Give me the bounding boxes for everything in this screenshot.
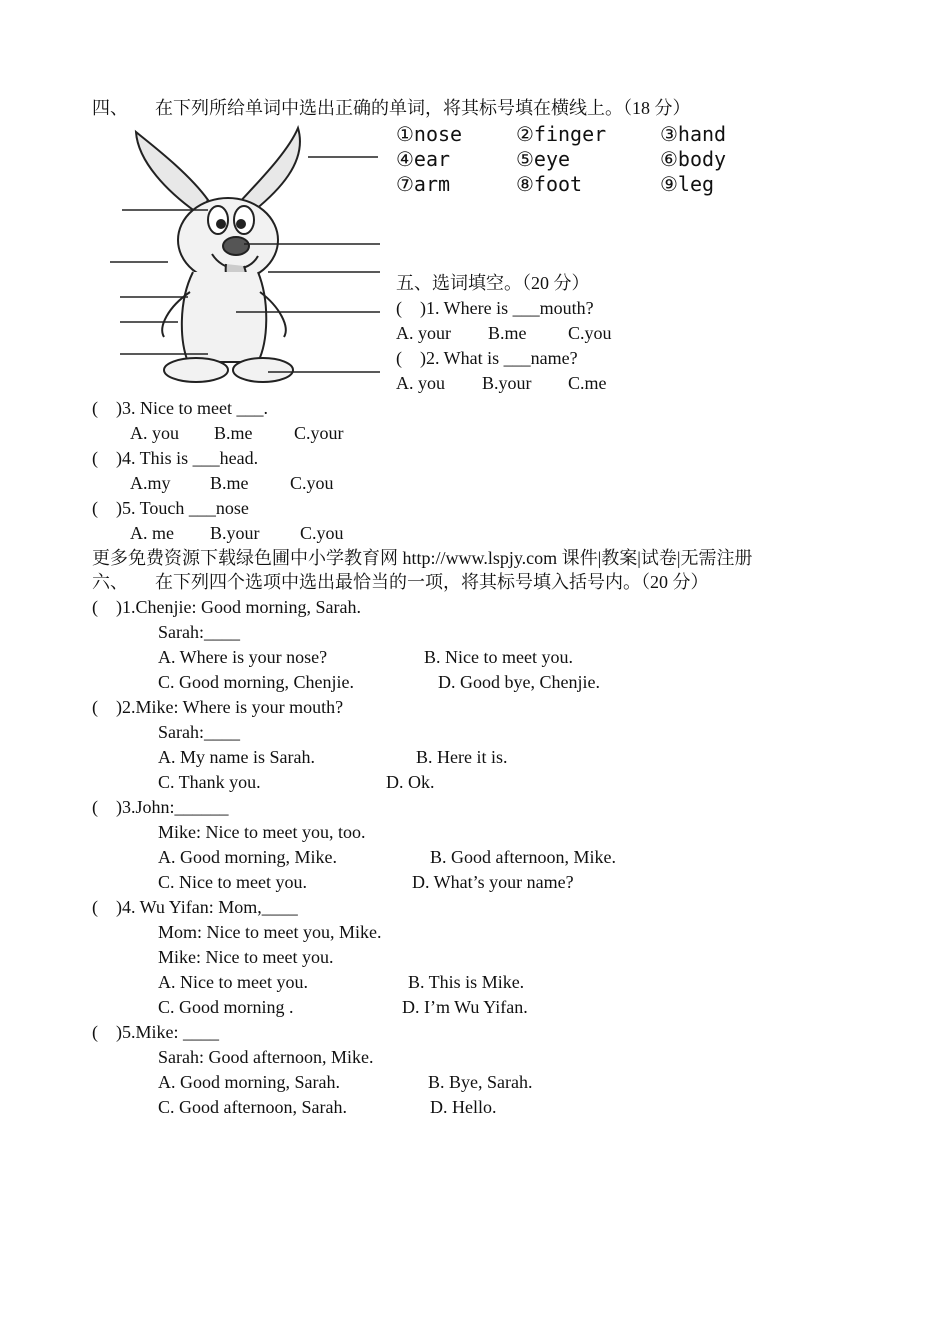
dialogue-line: Mom: Nice to meet you, Mike. [158,922,382,942]
option-a: A. you [130,423,179,443]
option-c: C. Good afternoon, Sarah. [158,1097,347,1117]
option-b: B.your [210,523,260,543]
option-a: A. My name is Sarah. [158,747,315,767]
word-option: ⑧foot [516,172,583,196]
option-a: A. Nice to meet you. [158,972,308,992]
rabbit-illustration [108,122,386,388]
word-option: ①nose [396,122,463,146]
option-d: D. Good bye, Chenjie. [438,672,600,692]
option-b: B. This is Mike. [408,972,525,992]
option-a: A.my [130,473,171,493]
option-b: B.your [482,373,532,393]
ad-line: 更多免费资源下载绿色圃中小学教育网 http://www.lspjy.com 课件|教案|试卷|无需注册 [92,548,753,568]
dialogue-line: Sarah: Good afternoon, Mike. [158,1047,374,1067]
section4-heading: 四、 在下列所给单词中选出正确的单词，将其标号填在横线上。（18 分） [92,98,691,118]
option-c: C.you [568,323,612,343]
dialogue-line: Sarah:____ [158,622,240,642]
question-stem: ( )1. Where is ___mouth? [396,298,594,318]
word-option: ④ear [396,147,451,171]
word-option: ②finger [516,122,607,146]
option-c: C.your [294,423,344,443]
question-stem: ( )5. Touch ___nose [92,498,249,518]
word-option: ③hand [660,122,727,146]
option-a: A. Where is your nose? [158,647,328,667]
option-b: B. Nice to meet you. [424,647,573,667]
question-stem: ( )5.Mike: ____ [92,1022,219,1042]
question-stem: ( )4. This is ___head. [92,448,259,468]
option-c: C.you [300,523,344,543]
option-b: B.me [210,473,249,493]
option-b: B.me [488,323,527,343]
option-b: B.me [214,423,253,443]
option-a: A. your [396,323,451,343]
word-option: ⑥body [660,147,727,171]
section6-heading: 六、 在下列四个选项中选出最恰当的一项，将其标号填入括号内。（20 分） [92,572,709,592]
option-c: C. Good morning . [158,997,294,1017]
question-stem: ( )2. What is ___name? [396,348,578,368]
question-stem: ( )2.Mike: Where is your mouth? [92,697,344,717]
question-stem: ( )3.John:______ [92,797,229,817]
option-c: C. Nice to meet you. [158,872,307,892]
section5-heading: 五、选词填空。（20 分） [396,273,590,293]
option-b: B. Bye, Sarah. [428,1072,533,1092]
dialogue-line: Sarah:____ [158,722,240,742]
option-c: C.me [568,373,607,393]
option-d: D. Ok. [386,772,435,792]
option-c: C. Good morning, Chenjie. [158,672,354,692]
option-d: D. What’s your name? [412,872,574,892]
word-option: ⑨leg [660,172,715,196]
option-a: A. Good morning, Mike. [158,847,337,867]
question-stem: ( )1.Chenjie: Good morning, Sarah. [92,597,361,617]
option-b: B. Good afternoon, Mike. [430,847,616,867]
option-a: A. Good morning, Sarah. [158,1072,340,1092]
option-d: D. Hello. [430,1097,497,1117]
option-a: A. you [396,373,445,393]
option-c: C. Thank you. [158,772,261,792]
dialogue-line: Mike: Nice to meet you. [158,947,334,967]
word-option: ⑦arm [396,172,451,196]
option-b: B. Here it is. [416,747,508,767]
option-d: D. I’m Wu Yifan. [402,997,528,1017]
word-option: ⑤eye [516,147,571,171]
dialogue-line: Mike: Nice to meet you, too. [158,822,366,842]
option-c: C.you [290,473,334,493]
option-a: A. me [130,523,174,543]
question-stem: ( )4. Wu Yifan: Mom,____ [92,897,298,917]
question-stem: ( )3. Nice to meet ___. [92,398,268,418]
